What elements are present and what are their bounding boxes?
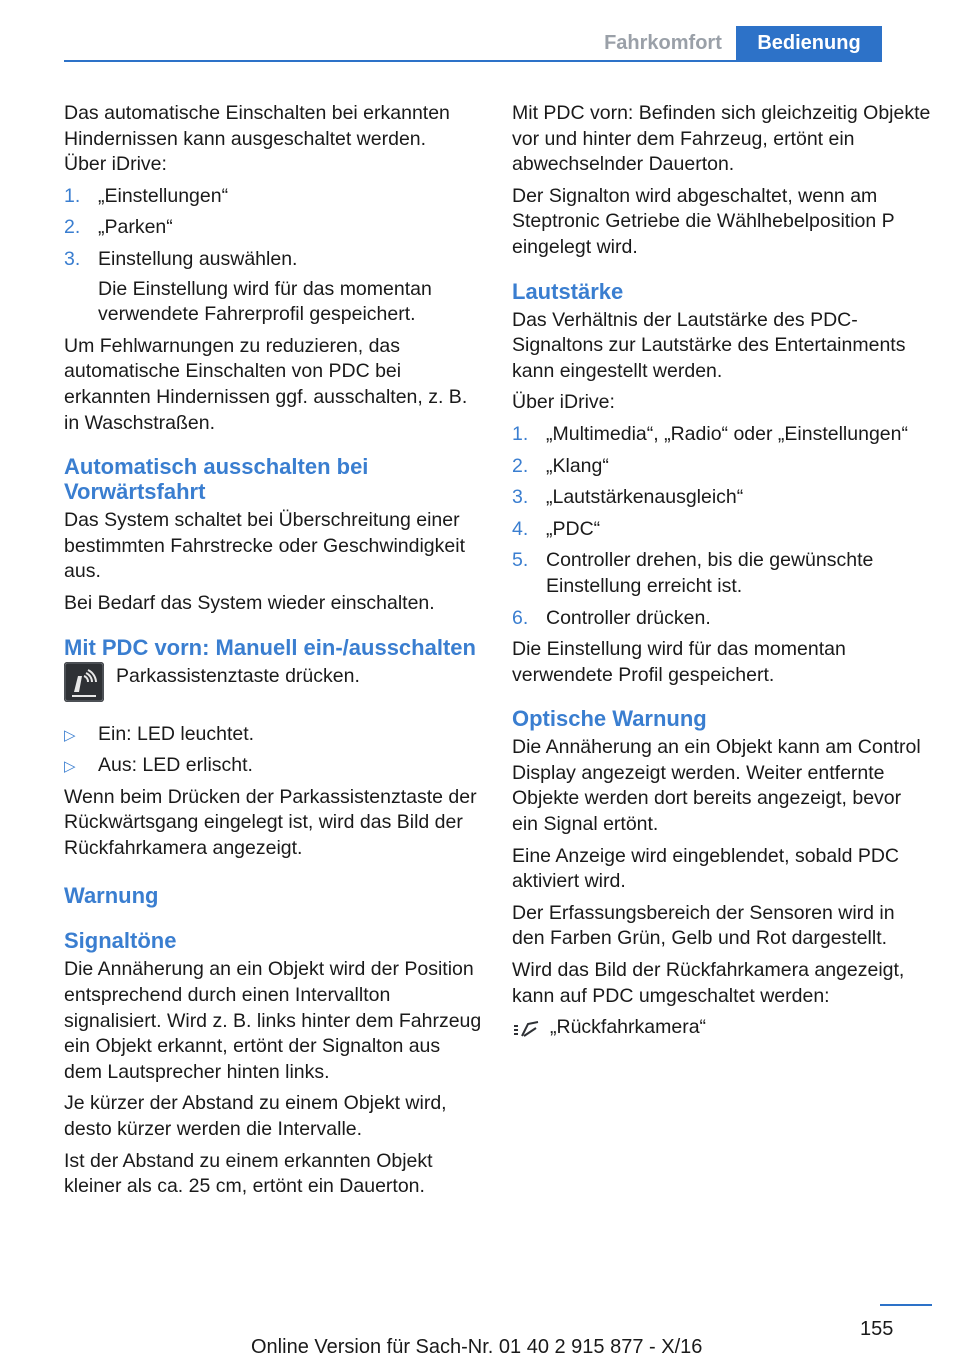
left-column [64,101,482,1206]
paragraph: Die Einstellung wird für das momentan verwendete Profil gespeichert. [512,638,846,686]
list-item-text: „Klang“ [546,454,609,477]
list-item-text: Ein: LED leuchtet. [98,722,255,745]
list-item [64,184,482,210]
list-number: 6. [512,606,529,629]
paragraph: Der Signalton wird abgeschaltet, wenn am Steptronic Getriebe die Wählhebelposition P eingelegt wird. [512,184,895,258]
list-item-text: „Multimedia“, „Radio“ oder „Einstellungen“ [546,422,908,445]
online-version-line: Online Version für Sach-Nr. 01 40 2 915 877 - X/16 [251,1336,703,1358]
section-heading: Warnung [64,883,159,909]
list-item [64,722,482,748]
list-number: 1. [512,422,529,445]
list-number: 2. [512,454,529,477]
right-column [512,101,932,1041]
icon-text: „Rückfahrkamera“ [550,1016,707,1039]
list-item-text: „Lautstärkenausgleich“ [546,486,744,509]
paragraph: Eine Anzeige wird eingeblendet, sobald PDC aktiviert wird. [512,844,900,893]
bullet-list [64,722,482,779]
footer-divider [880,1304,932,1306]
list-item-text: Aus: LED erlischt. [98,754,253,777]
paragraph: Über iDrive: [64,153,167,176]
icon-text: Parkassistenztaste drücken. [116,664,360,687]
section-heading: Optische Warnung [512,706,707,732]
header-divider [64,60,882,62]
list-item-text: „Parken“ [98,216,173,239]
numbered-list [512,422,932,631]
list-subtext: Die Einstellung wird für das momentan verwendete Fahrerprofil gespeichert. [98,277,432,326]
list-item-text: „PDC“ [546,517,601,540]
paragraph: Je kürzer der Abstand zu einem Objekt wird, desto kürzer werden die Intervalle. [64,1092,447,1141]
tab-bedienung[interactable]: Bedienung [736,26,882,60]
list-item-text: Controller drehen, bis die gewünschte Einstellung erreicht ist. [546,549,874,597]
paragraph: Wird das Bild der Rückfahrkamera angezeigt, kann auf PDC umgeschaltet werden: [512,959,905,1007]
list-item [512,517,932,543]
paragraph: Der Erfassungsbereich der Sensoren wird in den Farben Grün, Gelb und Rot dargestellt. [512,901,895,950]
page-header [0,0,960,62]
paragraph: Das System schaltet bei Überschreitung einer bestimmten Fahrstrecke oder Geschwindigkeit aus. [64,509,465,583]
list-number: 3. [64,247,81,270]
list-item [512,454,932,480]
list-number: 2. [64,216,81,239]
list-item [512,606,932,632]
list-item-text: „Einstellungen“ [98,184,229,207]
paragraph: Ist der Abstand zu einem erkannten Objekt kleiner als ca. 25 cm, ertönt ein Dauerton. [64,1149,433,1198]
section-heading: Signaltöne [64,928,177,954]
page-number: 155 [860,1318,894,1340]
list-item [64,215,482,241]
paragraph: Die Annäherung an ein Objekt wird der Position entsprechend durch einen Intervallton signalisiert. Wird z. B. links hinter dem Fahrzeug ein Objekt erkannt, ertönt der Signalton aus dem Lautsprecher hinten links. [64,958,482,1083]
tab-fahrkomfort[interactable]: Fahrkomfort [592,26,734,60]
list-number: 5. [512,549,529,572]
paragraph: Bei Bedarf das System wieder einschalten. [64,591,435,614]
section-heading: Lautstärke [512,278,624,304]
paragraph: Um Fehlwarnungen zu reduzieren, das automatische Einschalten von PDC bei erkannten Hindernissen ggf. ausschalten, z. B. in Waschstraßen. [64,334,468,434]
paragraph: Die Annäherung an ein Objekt kann am Control Display angezeigt werden. Weiter entfernte Objekte werden dort bereits angezeigt, bevor ein Signal ertönt. [512,736,921,836]
parking-button-instruction [64,664,482,708]
section-heading: Automatisch ausschalten bei Vorwärtsfahrt [64,454,369,505]
triangle-bullet-icon: ▷ [64,726,76,744]
list-number: 3. [512,486,529,509]
paragraph: Mit PDC vorn: Befinden sich gleichzeitig Objekte vor und hinter dem Fahrzeug, ertönt ein abwechselnder Dauerton. [512,102,931,176]
paragraph: Wenn beim Drücken der Parkassistenztaste der Rückwärtsgang eingelegt ist, wird das Bild der Rückfahrkamera angezeigt. [64,785,477,859]
camera-instruction [512,1015,932,1041]
list-item [512,422,932,448]
numbered-list [64,184,482,273]
list-item [64,247,482,273]
list-item [512,485,932,511]
list-item-text: Controller drücken. [546,606,711,629]
triangle-bullet-icon: ▷ [64,758,76,776]
paragraph: Das Verhältnis der Lautstärke des PDC-Signaltons zur Lautstärke des Entertainments kann eingestellt werden. [512,308,906,382]
list-number: 4. [512,517,529,540]
paragraph: Das automatische Einschalten bei erkannten Hindernissen kann ausgeschaltet werden. [64,102,450,150]
paragraph: Über iDrive: [512,391,615,414]
list-item [64,753,482,779]
park-assist-key-icon [64,662,104,702]
section-heading: Mit PDC vorn: Manuell ein-/ausschalten [64,634,476,660]
list-number: 1. [64,184,81,207]
list-item [512,548,932,599]
list-item-text: Einstellung auswählen. [98,247,298,270]
rear-camera-pdc-icon [512,1018,540,1040]
